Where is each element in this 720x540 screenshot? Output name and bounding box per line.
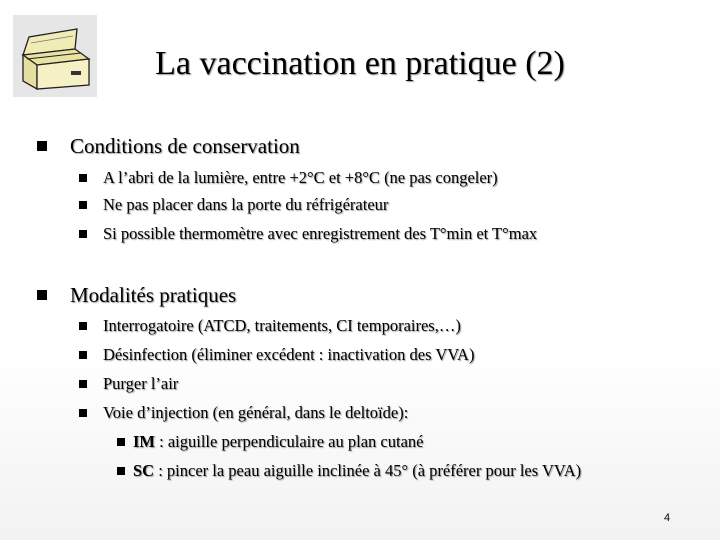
bullet-marker (79, 201, 87, 209)
sub-item-text: : aiguille perpendiculaire au plan cutané (155, 432, 424, 451)
sub-item-sc (133, 460, 581, 482)
bullet-marker (37, 141, 47, 151)
sub-item-im (133, 431, 423, 453)
bullet-marker (117, 438, 125, 446)
section-heading-modalites: Modalités pratiques (70, 283, 237, 307)
bullet-marker (79, 174, 87, 182)
list-item: Purger l’air (103, 374, 179, 393)
section-heading-conservation: Conditions de conservation (70, 134, 300, 158)
page-number: 4 (664, 512, 671, 524)
list-item: A l’abri de la lumière, entre +2°C et +8°C (ne pas congeler) (103, 168, 498, 187)
sub-item-text: : pincer la peau aiguille inclinée à 45° (à préférer pour les VVA) (154, 461, 582, 480)
bullet-marker (37, 290, 47, 300)
bullet-marker (79, 351, 87, 359)
sub-item-term: SC (133, 461, 155, 480)
bullet-marker (79, 409, 87, 417)
list-item: Désinfection (éliminer excédent : inactivation des VVA) (103, 345, 475, 364)
slide-title: La vaccination en pratique (2) (155, 45, 565, 82)
bullet-marker (79, 322, 87, 330)
list-item: Si possible thermomètre avec enregistrement des T°min et T°max (103, 224, 538, 243)
bullet-marker (79, 230, 87, 238)
sub-item-term: IM (133, 432, 155, 451)
list-item: Interrogatoire (ATCD, traitements, CI temporaires,…) (103, 316, 461, 335)
bullet-marker (117, 467, 125, 475)
list-item: Ne pas placer dans la porte du réfrigérateur (103, 195, 389, 214)
list-item: Voie d’injection (en général, dans le deltoïde): (103, 403, 409, 422)
bullet-marker (79, 380, 87, 388)
